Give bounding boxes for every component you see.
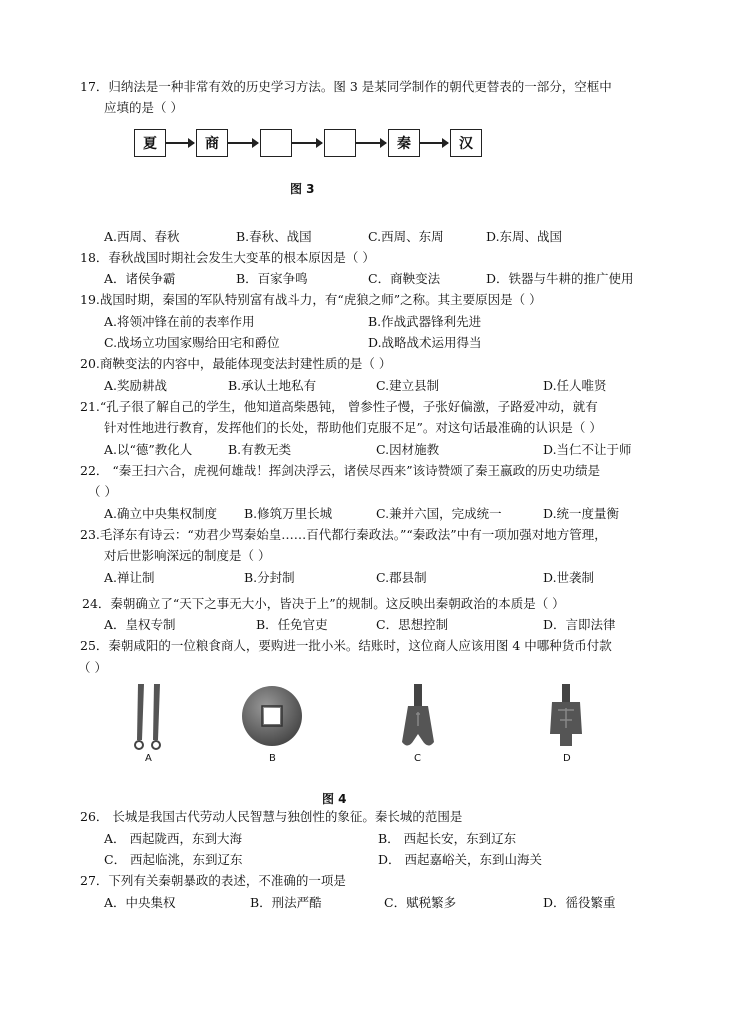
- q18-option-a: A．诸侯争霸: [104, 271, 176, 286]
- q17-option-c: C.西周、东周: [368, 229, 444, 244]
- q23-option-a: A.禅让制: [104, 570, 155, 585]
- q23-option-b: B.分封制: [244, 570, 295, 585]
- q27-option-a: A．中央集权: [104, 895, 176, 910]
- q21-stem-line2: 针对性地进行教育，发挥他们的长处，帮助他们克服不足”。对这句话最准确的认识是（ ）: [104, 420, 602, 435]
- q22-option-d: D.统一度量衡: [543, 506, 620, 521]
- dynasty-box-2: 商: [196, 129, 228, 157]
- q20-option-b: B.承认土地私有: [228, 378, 317, 393]
- coin-d-label: D: [563, 753, 571, 764]
- q20-option-d: D.任人唯贤: [543, 378, 607, 393]
- q19-option-c: C.战场立功国家赐给田宅和爵位: [104, 335, 280, 350]
- q22-stem-line2: （ ）: [88, 484, 117, 499]
- coin-a-knife-icon: [128, 682, 172, 754]
- q23-option-c: C.郡县制: [376, 570, 427, 585]
- q24-option-c: C．思想控制: [376, 617, 449, 632]
- q19-option-a: A.将领冲锋在前的表率作用: [104, 314, 255, 329]
- q24-stem: 24．秦朝确立了“天下之事无大小，皆决于上”的规制。这反映出秦朝政治的本质是（ ）: [82, 596, 565, 611]
- q17-stem-line1: 17．归纳法是一种非常有效的历史学习方法。图 3 是某同学制作的朝代更替表的一部分，空框中: [80, 79, 612, 94]
- q27-option-d: D．徭役繁重: [543, 895, 616, 910]
- flow-arrow: [166, 142, 194, 144]
- q24-option-a: A．皇权专制: [104, 617, 176, 632]
- flow-arrow: [420, 142, 448, 144]
- q25-stem-line1: 25．秦朝咸阳的一位粮食商人，要购进一批小米。结账时，这位商人应该用图 4 中哪种货币付款: [80, 638, 612, 653]
- q21-option-a: A.以“德”教化人: [104, 442, 193, 457]
- q26-option-c: C． 西起临洮，东到辽东: [104, 852, 243, 867]
- q22-option-b: B.修筑万里长城: [244, 506, 333, 521]
- q21-option-b: B.有教无类: [228, 442, 292, 457]
- q20-stem: 20.商鞅变法的内容中，最能体现变法封建性质的是（ ）: [80, 356, 392, 371]
- q19-option-b: B.作战武器锋利先进: [368, 314, 482, 329]
- q18-stem: 18．春秋战国时期社会发生大变革的根本原因是（ ）: [80, 250, 375, 265]
- flow-arrow: [228, 142, 258, 144]
- dynasty-box-blank-2: [324, 129, 356, 157]
- coin-c-label: C: [414, 753, 421, 764]
- q26-stem: 26． 长城是我国古代劳动人民智慧与独创性的象征。秦长城的范围是: [80, 809, 463, 824]
- q24-option-b: B．任免官吏: [256, 617, 328, 632]
- dynasty-box-1: 夏: [134, 129, 166, 157]
- q19-option-d: D.战略战术运用得当: [368, 335, 482, 350]
- q23-stem-line2: 对后世影响深远的制度是（ ）: [104, 548, 271, 563]
- q22-stem-line1: 22． “秦王扫六合，虎视何雄哉！挥剑决浮云，诸侯尽西来”该诗赞颂了秦王嬴政的历史功绩是: [80, 463, 601, 478]
- q27-stem: 27．下列有关秦朝暴政的表述，不准确的一项是: [80, 873, 346, 888]
- q26-option-a: A． 西起陇西，东到大海: [104, 831, 243, 846]
- dynasty-box-blank-1: [260, 129, 292, 157]
- coin-d-spade-icon: [544, 682, 588, 752]
- q22-option-a: A.确立中央集权制度: [104, 506, 218, 521]
- q26-option-b: B． 西起长安，东到辽东: [378, 831, 517, 846]
- q21-option-c: C.因材施教: [376, 442, 440, 457]
- q23-stem-line1: 23.毛泽东有诗云：“劝君少骂秦始皇……百代都行秦政法。”“秦政法”中有一项加强对地方管理，: [80, 527, 607, 542]
- q17-option-b: B.春秋、战国: [236, 229, 312, 244]
- q18-option-c: C．商鞅变法: [368, 271, 441, 286]
- dynasty-box-5: 秦: [388, 129, 420, 157]
- flow-arrow: [356, 142, 386, 144]
- figure-4-caption: 图 4: [322, 792, 347, 806]
- q20-option-a: A.奖励耕战: [104, 378, 168, 393]
- q27-option-b: B．刑法严酷: [250, 895, 322, 910]
- q20-option-c: C.建立县制: [376, 378, 440, 393]
- coin-b-banliang-icon: [240, 684, 304, 748]
- q22-option-c: C.兼并六国，完成统一: [376, 506, 502, 521]
- q24-option-d: D．言即法律: [543, 617, 616, 632]
- dynasty-box-6: 汉: [450, 129, 482, 157]
- q17-option-a: A.西周、春秋: [104, 229, 180, 244]
- q18-option-d: D．铁器与牛耕的推广使用: [486, 271, 634, 286]
- coin-a-label: A: [145, 753, 152, 764]
- q27-option-c: C．赋税繁多: [384, 895, 457, 910]
- figure-3-caption: 图 3: [290, 182, 315, 196]
- q26-option-d: D． 西起嘉峪关，东到山海关: [378, 852, 542, 867]
- q23-option-d: D.世袭制: [543, 570, 595, 585]
- q21-stem-line1: 21.“孔子很了解自己的学生，他知道高柴愚钝， 曾参性子慢，子张好偏激，子路爱冲动，就有: [80, 399, 598, 414]
- q17-stem-line2: 应填的是（ ）: [104, 100, 183, 115]
- q19-stem: 19.战国时期，秦国的军队特别富有战斗力，有“虎狼之师”之称。其主要原因是（ ）: [80, 292, 542, 307]
- q21-option-d: D.当仁不让于师: [543, 442, 632, 457]
- flow-arrow: [292, 142, 322, 144]
- coin-b-label: B: [269, 753, 276, 764]
- q17-option-d: D.东周、战国: [486, 229, 563, 244]
- q18-option-b: B．百家争鸣: [236, 271, 308, 286]
- coin-c-spade-icon: [398, 682, 438, 752]
- q25-stem-line2: （ ）: [78, 660, 107, 675]
